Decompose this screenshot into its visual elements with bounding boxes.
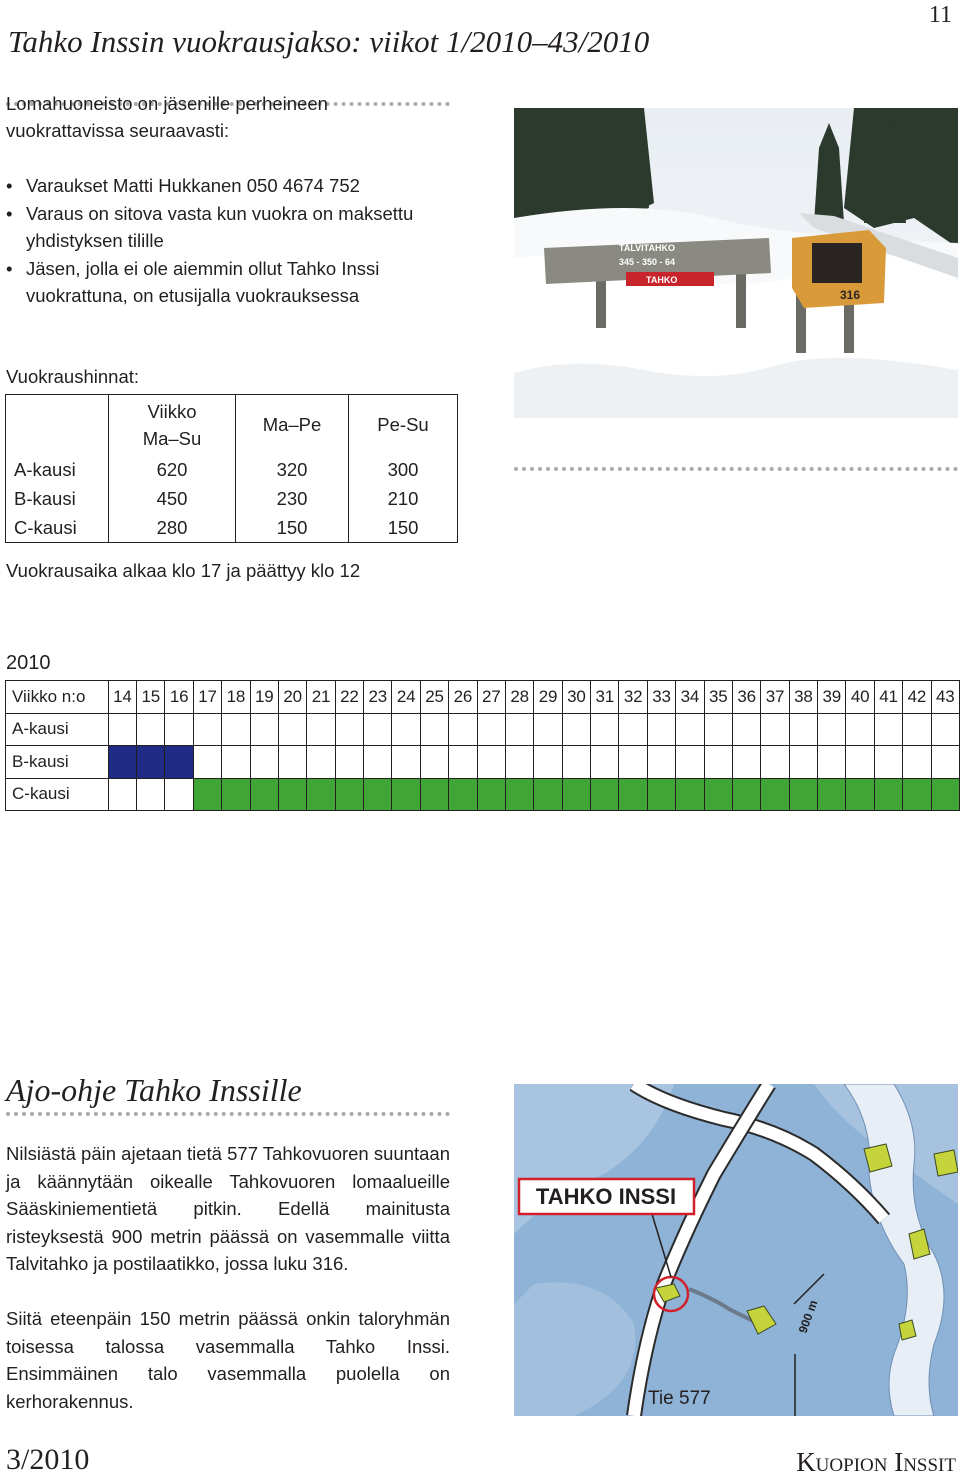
directions-paragraph: Siitä eteenpäin 150 metrin päässä onkin taloryhmän toisessa talossa vasemmalla Tahko Inssi. Ensimmäinen talo vasemmalla puolella on kerhorakennus. xyxy=(6,1308,450,1412)
dotted-divider xyxy=(6,1112,450,1116)
booked-week-cell xyxy=(818,778,846,811)
booked-week-cell xyxy=(250,778,278,811)
week-cell xyxy=(874,746,902,779)
week-cell xyxy=(420,713,448,746)
week-cell xyxy=(704,713,732,746)
table-cell: 450 xyxy=(109,484,236,513)
week-cell xyxy=(392,746,420,779)
week-cell xyxy=(505,746,533,779)
week-cell xyxy=(420,746,448,779)
booked-week-cell xyxy=(761,778,789,811)
issue-number: 3/2010 xyxy=(6,1443,90,1476)
table-row xyxy=(6,395,457,455)
booked-week-cell xyxy=(903,778,931,811)
week-cell xyxy=(222,746,250,779)
week-number-cell: 39 xyxy=(818,681,846,714)
column-header: Viikko n:o xyxy=(6,681,109,714)
week-cell xyxy=(619,746,647,779)
week-cell xyxy=(931,713,959,746)
week-cell xyxy=(903,713,931,746)
week-number-cell: 16 xyxy=(165,681,193,714)
table-row xyxy=(6,484,457,513)
week-cell xyxy=(165,713,193,746)
booked-week-cell xyxy=(420,778,448,811)
week-cell xyxy=(818,746,846,779)
week-number-cell: 28 xyxy=(505,681,533,714)
booked-week-cell xyxy=(676,778,704,811)
column-header-line: Ma–Su xyxy=(142,428,202,449)
week-number-cell: 37 xyxy=(761,681,789,714)
week-cell xyxy=(108,778,136,811)
week-cell xyxy=(392,713,420,746)
location-map xyxy=(514,1084,958,1416)
week-cell xyxy=(534,713,562,746)
booked-week-cell xyxy=(619,778,647,811)
booked-week-cell xyxy=(505,778,533,811)
booking-rules-list xyxy=(6,172,446,310)
row-label: A-kausi xyxy=(6,713,109,746)
week-number-cell: 30 xyxy=(562,681,590,714)
sign-and-mailbox-photo xyxy=(514,108,958,418)
week-number-cell: 15 xyxy=(137,681,165,714)
week-number-cell: 32 xyxy=(619,681,647,714)
week-cell xyxy=(250,713,278,746)
booked-week-cell xyxy=(307,778,335,811)
sign-text: TAHKO xyxy=(646,275,678,285)
column-header: Pe-Su xyxy=(377,414,429,435)
table-cell: 150 xyxy=(387,516,419,538)
week-cell xyxy=(676,713,704,746)
list-item: • Varaus on sitova vasta kun vuokra on maksettu yhdistyksen tilille xyxy=(6,200,446,255)
week-number-cell: 23 xyxy=(364,681,392,714)
week-cell xyxy=(562,746,590,779)
map-location-label: TAHKO INSSI xyxy=(535,1184,677,1209)
week-number-cell: 42 xyxy=(903,681,931,714)
table-cell: 320 xyxy=(236,455,349,484)
booked-week-cell xyxy=(364,778,392,811)
week-cell xyxy=(449,713,477,746)
table-cell: 210 xyxy=(387,487,419,509)
week-cell xyxy=(818,713,846,746)
week-cell xyxy=(364,746,392,779)
booked-week-cell xyxy=(137,746,165,779)
week-cell xyxy=(647,713,675,746)
week-calendar xyxy=(5,680,960,811)
booked-week-cell xyxy=(704,778,732,811)
week-cell xyxy=(846,713,874,746)
week-number-cell: 19 xyxy=(250,681,278,714)
list-item: • Varaukset Matti Hukkanen 050 4674 752 xyxy=(6,172,446,200)
mailbox-number: 316 xyxy=(840,288,861,302)
price-table xyxy=(6,395,457,542)
table-row xyxy=(6,513,457,542)
week-cell xyxy=(846,746,874,779)
week-cell xyxy=(704,746,732,779)
week-cell xyxy=(591,713,619,746)
week-cell xyxy=(137,778,165,811)
week-cell xyxy=(591,746,619,779)
row-label: B-kausi xyxy=(6,484,109,513)
row-label: C-kausi xyxy=(6,778,109,811)
column-header xyxy=(109,395,236,455)
booked-week-cell xyxy=(591,778,619,811)
week-number-cell: 27 xyxy=(477,681,505,714)
page-number: 11 xyxy=(928,2,952,28)
table-cell xyxy=(6,395,109,455)
sign-text: TALVITAHKO xyxy=(619,243,675,253)
intro-text: Lomahuoneisto on jäsenille perheineen vuokrattavissa seuraavasti: xyxy=(6,93,328,141)
booked-week-cell xyxy=(335,778,363,811)
week-number-cell: 31 xyxy=(591,681,619,714)
table-row xyxy=(6,713,960,746)
page-title: Tahko Inssin vuokrausjakso: viikot 1/2010–43/2010 xyxy=(8,24,650,59)
week-cell xyxy=(222,713,250,746)
booked-week-cell xyxy=(874,778,902,811)
booked-week-cell xyxy=(449,778,477,811)
table-row xyxy=(6,778,960,811)
rental-time-note: Vuokrausaika alkaa klo 17 ja päättyy klo 12 xyxy=(6,560,361,581)
week-cell xyxy=(505,713,533,746)
week-cell xyxy=(307,713,335,746)
week-number-cell: 36 xyxy=(732,681,760,714)
week-number-cell: 38 xyxy=(789,681,817,714)
week-cell xyxy=(761,746,789,779)
sign-text: 345 - 350 - 64 xyxy=(619,257,676,267)
row-label: A-kausi xyxy=(6,455,109,484)
table-cell: 280 xyxy=(109,513,236,542)
week-cell xyxy=(789,746,817,779)
table-cell: 620 xyxy=(109,455,236,484)
price-heading: Vuokraushinnat: xyxy=(6,366,140,387)
week-number-cell: 25 xyxy=(420,681,448,714)
booked-week-cell xyxy=(193,778,221,811)
week-cell xyxy=(250,746,278,779)
directions-paragraph: Nilsiästä päin ajetaan tietä 577 Tahkovuoren suuntaan ja käännytään oikealle Tahkovuoren lomaalueille Sääskiniementietä pitkin. Edellä mainitusta risteyksestä 900 metrin päässä on vasemmalle viitta Talvitahko ja postilaatikko, jossa luku 316. xyxy=(6,1143,450,1274)
directions-title: Ajo-ohje Tahko Inssille xyxy=(6,1072,302,1108)
week-cell xyxy=(307,746,335,779)
week-number-cell: 43 xyxy=(931,681,959,714)
week-cell xyxy=(193,713,221,746)
table-cell: 150 xyxy=(236,513,349,542)
week-cell xyxy=(732,713,760,746)
booked-week-cell xyxy=(222,778,250,811)
week-number-cell: 35 xyxy=(704,681,732,714)
table-row xyxy=(6,746,960,779)
week-cell xyxy=(278,713,306,746)
booked-week-cell xyxy=(392,778,420,811)
week-cell xyxy=(903,746,931,779)
booked-week-cell xyxy=(477,778,505,811)
booked-week-cell xyxy=(534,778,562,811)
week-cell xyxy=(137,713,165,746)
week-cell xyxy=(335,713,363,746)
week-cell xyxy=(165,778,193,811)
booked-week-cell xyxy=(789,778,817,811)
week-cell xyxy=(789,713,817,746)
week-cell xyxy=(193,746,221,779)
week-number-cell: 17 xyxy=(193,681,221,714)
table-cell: 300 xyxy=(387,458,419,480)
week-cell xyxy=(534,746,562,779)
booked-week-cell xyxy=(278,778,306,811)
week-number-cell: 26 xyxy=(449,681,477,714)
week-number-cell: 34 xyxy=(676,681,704,714)
week-number-cell: 24 xyxy=(392,681,420,714)
week-number-cell: 20 xyxy=(278,681,306,714)
map-distance-label: 900 m xyxy=(795,1298,821,1336)
week-cell xyxy=(732,746,760,779)
column-header: Ma–Pe xyxy=(236,395,349,455)
week-cell xyxy=(477,746,505,779)
week-number-cell: 40 xyxy=(846,681,874,714)
week-number-cell: 29 xyxy=(534,681,562,714)
week-cell xyxy=(335,746,363,779)
booked-week-cell xyxy=(562,778,590,811)
row-label: C-kausi xyxy=(6,513,109,542)
week-number-cell: 33 xyxy=(647,681,675,714)
table-row xyxy=(6,455,457,484)
booked-week-cell xyxy=(732,778,760,811)
week-cell xyxy=(761,713,789,746)
column-header-line: Viikko xyxy=(147,401,197,422)
map-road-label: Tie 577 xyxy=(648,1388,711,1409)
week-cell xyxy=(676,746,704,779)
booked-week-cell xyxy=(931,778,959,811)
week-cell xyxy=(278,746,306,779)
table-cell: 230 xyxy=(236,484,349,513)
week-cell xyxy=(931,746,959,779)
week-cell xyxy=(647,746,675,779)
week-cell xyxy=(874,713,902,746)
week-number-cell: 18 xyxy=(222,681,250,714)
week-cell xyxy=(562,713,590,746)
week-number-cell: 41 xyxy=(874,681,902,714)
booked-week-cell xyxy=(108,746,136,779)
week-number-cell: 14 xyxy=(108,681,136,714)
week-cell xyxy=(364,713,392,746)
list-item: • Jäsen, jolla ei ole aiemmin ollut Tahko Inssi vuokrattuna, on etusijalla vuokrauksessa xyxy=(6,255,446,310)
publisher-name: Kuopion Inssit xyxy=(796,1447,956,1477)
week-cell xyxy=(108,713,136,746)
booked-week-cell xyxy=(165,746,193,779)
week-number-cell: 22 xyxy=(335,681,363,714)
week-cell xyxy=(449,746,477,779)
week-cell xyxy=(477,713,505,746)
calendar-year: 2010 xyxy=(6,652,51,674)
dotted-divider xyxy=(514,467,958,471)
booked-week-cell xyxy=(846,778,874,811)
week-cell xyxy=(619,713,647,746)
week-number-cell: 21 xyxy=(307,681,335,714)
row-label: B-kausi xyxy=(6,746,109,779)
booked-week-cell xyxy=(647,778,675,811)
table-row xyxy=(6,681,960,714)
